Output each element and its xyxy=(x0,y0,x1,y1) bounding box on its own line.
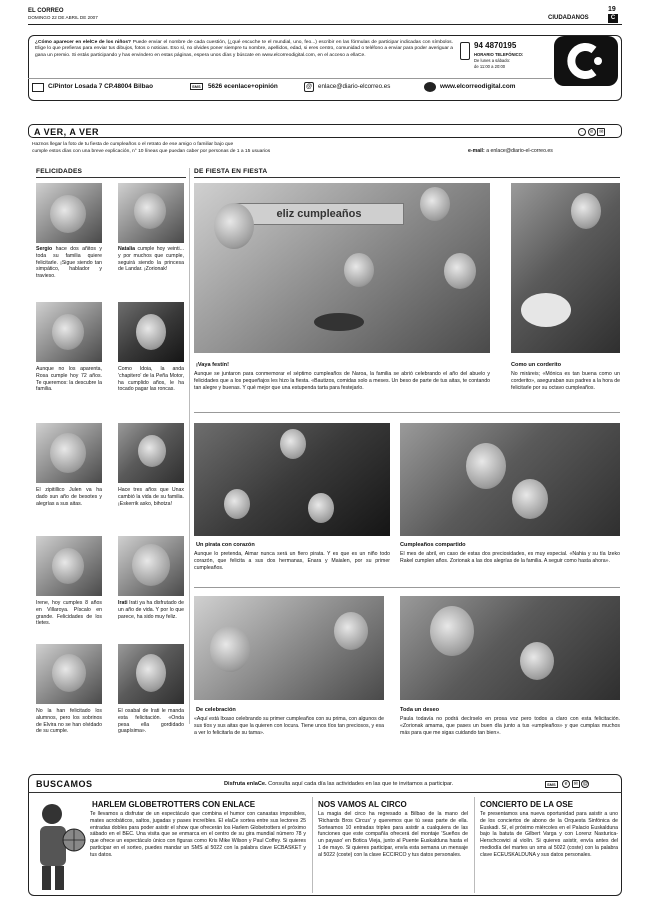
felicidades-name-2: Natalia xyxy=(118,246,136,252)
felicidades-text-3: Aunque no los aparenta, Rosa cumple hoy 72 años. Te queremos: la descubre la familia. xyxy=(36,366,102,393)
fiesta-caption-3: Aunque lo pretenda, Aimar nunca será un fiero pirata. Y es que es un niño todo corazón, que felicita a sus dos hermanas, Enara y Maialen, por su primer cumpleaños. xyxy=(194,551,390,571)
felicidades-photo-5 xyxy=(36,423,102,483)
phone-hours-days: De lunes a sábado: xyxy=(474,58,511,63)
fiesta-photo-6 xyxy=(400,596,620,700)
mail-icon xyxy=(32,83,44,92)
buscamos-card-2-title: NOS VAMOS AL CIRCO xyxy=(318,800,407,809)
web-channel-icon: e xyxy=(588,128,596,136)
aver-intro-line-2: cumple estos días con una breve explicación, n° 10 líneas que puedan caber por personas de 1 a 15 usuarios xyxy=(32,149,271,154)
basketball-player-figure xyxy=(34,800,86,892)
fiesta-row-rule-1 xyxy=(194,412,620,413)
fiesta-caption-4: El mes de abril, en caso de estas dos preciosidades, es muy especial. «Nahia y su tía Izeko Rakel cumplen años. Zorionak a las dos alegrías de la familia. A seguir como hasta ahora». xyxy=(400,551,620,564)
phone-hours-title: HORARIO TELEFÓNICO: xyxy=(474,52,524,57)
at-icon: @ xyxy=(305,84,313,90)
birthday-banner: eliz cumpleaños xyxy=(234,203,404,225)
felicidades-caption-4 xyxy=(118,366,184,393)
aver-email-address[interactable]: a enlace@diario-el-correo.es xyxy=(486,148,553,154)
fiesta-row-rule-2 xyxy=(194,587,620,588)
fiesta-title-4: Cumpleaños compartido xyxy=(400,542,466,548)
contact-email[interactable]: enlace@diario-elcorreo.es xyxy=(318,83,391,90)
aver-intro-line-1: Haznos llegar la foto de tu fiesta de cumpleaños o el retrato de ese amigo o familiar bajo que xyxy=(32,142,234,147)
felicidades-caption-5 xyxy=(36,487,102,507)
birthday-cake xyxy=(314,313,364,331)
buscamos-at-icon: @ xyxy=(582,781,588,787)
felicidades-photo-7 xyxy=(36,536,102,596)
felicidades-photo-2 xyxy=(118,183,184,243)
fiesta-photo-5 xyxy=(194,596,384,700)
contact-intro-lead: ¿Cómo aparecer en elelCe de los niños? xyxy=(35,40,132,45)
aver-title: A VER, A VER xyxy=(34,127,100,137)
felicidades-name-1: Sergio xyxy=(36,246,53,252)
fiesta-caption-1: Aunque se juntaron para conmemorar el séptimo cumpleaños de Naroa, la familia se abrió celebrando el año del abuelo y felicidades que a los pequeñajos les hizo la fiesta. «Bautizos, comidas solo a meses. Un beso de parte de tus aitas, te contando tan alegre y buenas. Y qué mejor que una estupenda tarta para festejarlo. xyxy=(194,371,490,391)
felicidades-caption-10 xyxy=(118,708,184,735)
buscamos-channel-icons xyxy=(562,780,589,789)
felicidades-photo-10 xyxy=(118,644,184,704)
felicidades-caption-3 xyxy=(36,366,102,393)
issue-date: DOMINGO 22 DE ABRIL DE 2007 xyxy=(28,15,98,20)
buscamos-card-1-text: Te llevamos a disfrutar de un espectáculo que combina el humor con canastas imposibles, mates acrobáticos, saltos, jugadas y pases increíbles. El elaCe sortea entre sus lectores 25 entradas dobles para poder asistir el show que ofrecerán los Harlem Globetrotters el próximo sábado en el BEC. Una visita que se enmarca en el centro de su gira mundial número 78 y que ofrece un espectáculo único con figuras como Kris Mike Wilson y Paul Coffey. Si quieres participar en el sorteo, puedes mandar un SMS al 5022 con la palabra clave ECBASKET y tus datos. xyxy=(90,811,306,858)
section-name: CIUDADANOS xyxy=(548,15,589,21)
web-icon xyxy=(424,82,436,92)
phone-icon xyxy=(460,42,470,60)
fiesta-title-3: Un pirata con corazón xyxy=(196,542,255,548)
felicidades-photo-8 xyxy=(118,536,184,596)
fiesta-title-6: Toda un deseo xyxy=(400,707,440,713)
section-letter: C xyxy=(608,14,618,23)
buscamos-rule xyxy=(28,792,622,793)
masthead-rule xyxy=(28,24,622,25)
felicidades-caption-9 xyxy=(36,708,102,735)
contact-phone: 94 4870195 xyxy=(474,41,517,50)
felicidades-text-1: hace dos añitos y toda su familia quiere felicitarle. ¡Sigue siendo tan simpático, hablador y travieso. xyxy=(36,246,102,279)
column-divider xyxy=(189,168,190,724)
contact-web[interactable]: www.elcorreodigital.com xyxy=(440,83,516,90)
felicidades-photo-6 xyxy=(118,423,184,483)
paper-name: EL CORREO xyxy=(28,8,64,14)
sms-channel-icon: · xyxy=(578,128,586,136)
aver-email-label: e-mail: xyxy=(468,148,485,154)
felicidades-photo-1 xyxy=(36,183,102,243)
felicidades-text-6: Hace tres años que Unax cambió la vida de su familia. ¡Eskerrik asko, bihotza! xyxy=(118,487,184,507)
buscamos-card-1-title: HARLEM GLOBETROTTERS CON ENLACE xyxy=(92,800,256,809)
fiesta-photo-1 xyxy=(194,183,490,353)
fiesta-heading: DE FIESTA EN FIESTA xyxy=(194,168,268,175)
fiesta-caption-2: No miráreis; «Mónica es tan buena como un corderito», aseguraban sus padres a la hora de felicitarle por su octavo cumpleaños. xyxy=(511,371,621,391)
felicidades-caption-8 xyxy=(118,600,184,620)
felicidades-caption-6 xyxy=(118,487,184,507)
sms-icon: SMS xyxy=(192,84,201,89)
buscamos-sms-icon: SMS xyxy=(547,782,556,787)
buscamos-card-3-title: CONCIERTO DE LA OSE xyxy=(480,800,573,809)
page-number: 19 xyxy=(608,6,616,13)
felicidades-text-2: cumple hoy veinti... y por muchos que cumple, seguirá siendo la princesa de Landar. ¡Zorionak! xyxy=(118,246,184,273)
felicidades-text-9: No la han felicitado los alumnos, pero los sobrinos de Elvira no se han olvidado de su cumple. xyxy=(36,708,102,735)
contact-address: C/Pintor Losada 7 CP.48004 Bilbao xyxy=(48,83,154,90)
felicidades-text-7: Irene, hoy cumples 8 años en Villaroya. Píscalo en grande. Felicidades de los tíetes. xyxy=(36,600,102,627)
felicidades-heading: FELICIDADES xyxy=(36,168,83,175)
buscamos-card-2-text: La magia del circo ha regresado a Bilbao de la mano del 'Richards Bros Circus' y queremos que tú seas parte de ella. Sorteamos 10 entradas triples para asistir a cualquiera de las funciones que este compañía ofrecerá del montaje 'Sueños de un payaso' en Botica Vieja, junto al Puente Euskalduna hasta el 1 de mayo. Si quieres participar, envía esta semana un mensaje al 5022 (coste) con la clave ECCIRCO y tus datos personales. xyxy=(318,811,468,858)
fiesta-heading-rule xyxy=(194,177,620,178)
aver-channel-icons xyxy=(578,128,605,137)
contact-divider xyxy=(28,78,552,79)
fiesta-photo-4 xyxy=(400,423,620,536)
felicidades-heading-rule xyxy=(36,177,186,178)
felicidades-text-4: Como Idoia, la anda 'chapitero' de la Peña Motor, ha cumplido años, le ha tocado pagar las roncas. xyxy=(118,366,184,393)
felicidades-text-10: El osabal de Irati le manda esta felicitación. «Onda pesa ella gordidado guapísima». xyxy=(118,708,184,735)
buscamos-title: BUSCAMOS xyxy=(36,779,93,789)
buscamos-divider-1 xyxy=(312,797,313,893)
contact-intro xyxy=(35,40,453,59)
fiesta-title-5: De celebración xyxy=(196,707,236,713)
fiesta-title-1: ¡Vaya festín! xyxy=(196,362,229,368)
enlace-logo xyxy=(554,36,618,86)
fiesta-title-2: Como un corderito xyxy=(511,362,562,368)
buscamos-card-3-text: Te presentamos una nueva oportunidad para asistir a uno de los conciertos de abono de la Orquesta Sinfónica de Euskadi. Sí, el próximo miércoles en el Palacio Euskalduna bajo la batuta de Gilbert Varga y con Lorenz Nasturica-Herschcowici al violín. Si quieres asistir, envía antes del mediodía del martes un sms al 5022 (coste) con la palabra clave ECEUSKALDUNA y sus datos personales. xyxy=(480,811,618,858)
buscamos-tagline xyxy=(224,781,453,788)
buscamos-mail-icon: ✉ xyxy=(573,781,578,787)
fiesta-photo-2 xyxy=(511,183,620,353)
mail-channel-icon: ✉ xyxy=(599,129,604,135)
aver-header-bar xyxy=(28,124,622,138)
fiesta-caption-5: «Aquí está Itxaso celebrando su primer cumpleaños con su prima, con algunos de sus tíos y sus aitas que la quieren con locura. Tiene unos tíos tan preciosos, y esa a ver lo felicitarla de su tama». xyxy=(194,716,384,736)
felicidades-name-8: Irati xyxy=(118,600,128,606)
felicidades-photo-4 xyxy=(118,302,184,362)
felicidades-caption-7 xyxy=(36,600,102,627)
fiesta-photo-3 xyxy=(194,423,390,536)
buscamos-tagline-lead: Disfruta enlaCe. xyxy=(224,781,267,787)
buscamos-tagline-text: Consulta aquí cada día las actividades en las que te invitamos a participar. xyxy=(268,781,454,787)
felicidades-photo-9 xyxy=(36,644,102,704)
contact-intro-text: Puede enviar el nombre de cada cuestión, (¿qué escuche te el mundial, uno, feo...) escribir en las fórmulas de participar indicadas con símbolos. Elige lo que prefieras para enviar tus dibujos, fotos o noticias. Eso sí, no olvides poner siempre tu nombre, apellidos, edad, si eres centro, comunidad o teléfono a enviar para poder averiguar a gana un premio. Si estás participando y has envindero en estas páginas, espera unos días y búscate en www.elcorreodigital.com, en el acceso a ellaCe. xyxy=(35,40,453,58)
aver-email[interactable] xyxy=(468,148,553,155)
enlace-logo-mark xyxy=(554,36,618,86)
buscamos-divider-2 xyxy=(474,797,475,893)
felicidades-photo-3 xyxy=(36,302,102,362)
contact-sms: 5626 ecenlace+opinión xyxy=(208,83,278,90)
felicidades-caption-2 xyxy=(118,246,184,273)
felicidades-text-5: El zipitillico Julen va ha dado sun año de besotes y alegrías a sus aitas. xyxy=(36,487,102,507)
basketball-player-image xyxy=(34,800,86,892)
buscamos-web-icon: e xyxy=(562,780,570,788)
felicidades-text-8: Irati ya ha disfrutado de un año de vida. Y por lo que parece, ha sido muy feliz. xyxy=(118,600,184,620)
fiesta-caption-6: Paula todavía no podrá decírselo en prosa voz pero todos a claro con esta felicitación. «Zorionak amama, que pases un buen día junto a tus «umpleaños» y que cumplas muchos más para que me sigas cuidando tan bien». xyxy=(400,716,620,736)
phone-hours-time: de 11:00 a 20:00 xyxy=(474,64,506,69)
felicidades-caption-1 xyxy=(36,246,102,280)
lamb xyxy=(521,293,571,327)
